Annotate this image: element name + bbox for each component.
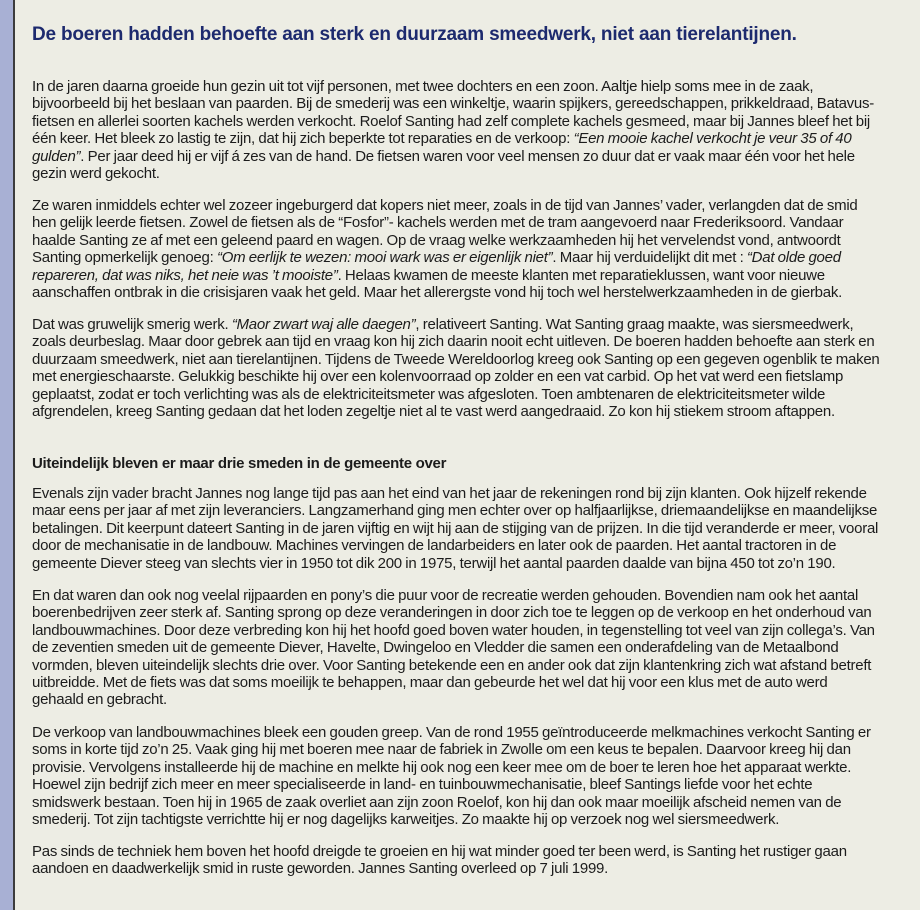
text-line: boerenbedrijven zeer sterk af. Santing sprong op deze veranderingen in door zich toe te leggen op de verkoop en het onderhoud van xyxy=(32,604,872,622)
text-line: afgrendelen, kreeg Santing gedaan dat het loden zegeltje niet al te vast werd aangedraaid. Zo kon hij stiekem stroom aftappen. xyxy=(32,403,835,421)
paragraph-4 xyxy=(32,485,916,572)
text-line: betalingen. Dit keerpunt dateert Santing in de jaren vijftig en wijt hij aan de stijging van de prijzen. In die tijd veranderde er meer, vooral xyxy=(32,519,879,537)
paragraph-1 xyxy=(32,78,916,182)
text-line: Evenals zijn vader bracht Jannes nog lange tijd pas aan het eind van het jaar de rekeningen rond bij zijn klanten. Ook hijzelf rekende xyxy=(32,485,867,502)
text-line: smederij. Tot zijn tachtigste verrichtte hij er nog dagelijks karweitjes. Zo maakte hij op verzoek nog wel siersmeedwerk. xyxy=(32,811,780,829)
text-line: gemeente Diever steeg van slechts vier in 1950 tot dik 200 in 1975, terwijl het aantal paarden daalde van bijna 450 tot zo’n 190. xyxy=(32,554,836,572)
text-line: repareren, dat was niks, het neie was ’t mooiste”. Helaas kwamen de meeste klanten met reparatieklussen, want voor nieuwe xyxy=(32,266,825,284)
paragraph-2 xyxy=(32,197,916,301)
text-line: De verkoop van landbouwmachines bleek een gouden greep. Van de rond 1955 geïntroduceerde melkmachines verkocht Santing er xyxy=(32,724,871,741)
paragraph-text xyxy=(32,316,916,420)
text-line: Santing opmerkelijk genoeg: “Om eerlijk te wezen: mooi wark was er eigenlijk niet”. Maar hij verduidelijkt dit met : “Dat olde goed xyxy=(32,249,841,267)
text-line: hen gelijk leerde fietsen. Zowel de fietsen als de “Fosfor”- kachels werden met de tram aangevoerd naar Frederiksoord. Vandaar xyxy=(32,214,844,232)
text-line: met energieschaarste. Gelukkig beschikte hij over een kolenvoorraad op zolder en een vat carbid. Op het vat werd een fietslamp xyxy=(32,368,844,386)
text-line: zoals deurbeslag. Maar door gebrek aan tijd en vraag kon hij zich daarin nooit echt uitleven. De boeren hadden behoefte aan sterk en xyxy=(32,333,875,351)
paragraph-text xyxy=(32,78,916,182)
text-line: En dat waren dan ook nog veelal rijpaarden en pony’s die puur voor de recreatie werden gehouden. Bovendien nam ook het aantal xyxy=(32,587,859,604)
left-border-bar xyxy=(0,0,15,910)
text-line: Hoewel zijn bedrijf zich meer en meer specialiseerde in land- en tuinbouwmechanisatie, bleef Santings liefde voor het echte xyxy=(32,776,813,794)
text-line: soms in korte tijd zo’n 25. Vaak ging hij met boeren mee naar de fabriek in Zwolle om een keus te bepalen. Daarvoor kreeg hij dan xyxy=(32,741,851,759)
text-line: geplaatst, zodat er toch verlichting was als de elektriciteitsmeter was afgesloten. Toen ambtenaren de elektriciteitsmeter wilde xyxy=(32,385,826,403)
text-line: provisie. Vervolgens installeerde hij de machine en melkte hij ook nog een keer mee om de boer te leren hoe het apparaat werkte. xyxy=(32,758,852,776)
quote-text: gulden” xyxy=(32,147,81,165)
text-line: fietsen en allerlei soorten kachels werden verkocht. Roelof Santing had zelf complete kachels gesmeed, maar bij Jannes bleef het bij xyxy=(32,112,870,130)
text-line: vormden, bleven uiteindelijk slechts drie over. Voor Santing betekende een en ander ook dat zijn klantenkring zich wat afstand betreft xyxy=(32,656,872,674)
text-line: Ze waren inmiddels echter wel zozeer ingeburgerd dat kopers niet meer, zoals in de tijd van Jannes’ vader, verlangden dat de smid xyxy=(32,197,858,214)
paragraph-text xyxy=(32,197,916,301)
quote-text: “Een mooie kachel verkocht je veur 35 of 40 xyxy=(573,130,852,148)
text-line: uitbreidde. Met de fiets was dat soms moeilijk te behappen, maar dan gebeurde het wel dat hij voor een klus met de auto werd xyxy=(32,674,828,692)
paragraph-text xyxy=(32,724,916,828)
paragraph-text xyxy=(32,587,916,709)
text-line: Dat was gruwelijk smerig werk. “Maor zwart waj alle daegen”, relativeert Santing. Wat Santing graag maakte, was siersmeedwerk, xyxy=(32,316,854,333)
text-line: Pas sinds de techniek hem boven het hoofd dreigde te groeien en hij wat minder goed ter been werd, is Santing het rustiger gaan xyxy=(32,843,847,860)
paragraph-6 xyxy=(32,724,916,828)
text-line: haalde Santing ze af met een geleend paard en wagen. Op de vraag welke werkzaamheden hij het vervelendst vond, antwoordt xyxy=(32,231,841,249)
paragraph-5 xyxy=(32,587,916,709)
text-line: gehaald en gebracht. xyxy=(32,691,167,709)
text-line: In de jaren daarna groeide hun gezin uit tot vijf personen, met twee dochters en een zoon. Aaltje hielp soms mee in de zaak, xyxy=(32,78,814,95)
article-title: De boeren hadden behoefte aan sterk en duurzaam smeedwerk, niet aan tierelantijnen. xyxy=(32,24,797,45)
paragraph-7 xyxy=(32,843,916,878)
paragraph-3 xyxy=(32,316,916,420)
section-heading: Uiteindelijk bleven er maar drie smeden in de gemeente over xyxy=(32,455,447,472)
quote-text: “Maor zwart waj alle daegen” xyxy=(231,316,416,333)
paragraph-text xyxy=(32,843,916,878)
text-line: gezin werd gekocht. xyxy=(32,165,160,183)
text-line: gulden”. Per jaar deed hij er vijf á zes van de hand. De fietsen waren voor veel mensen zo duur dat er vaak maar één voor het hele xyxy=(32,147,855,165)
quote-text: “Om eerlijk te wezen: mooi wark was er eigenlijk niet” xyxy=(216,249,553,267)
quote-text: repareren, dat was niks, het neie was ’t mooiste” xyxy=(32,266,338,284)
text-line: smidswerk bestaan. Toen hij in 1965 de zaak overliet aan zijn zoon Roelof, kon hij dan ook maar moeilijk afscheid nemen van de xyxy=(32,793,842,811)
quote-text: “Dat olde goed xyxy=(746,249,841,267)
text-line: de zeventien smeden uit de gemeente Diever, Havelte, Dwingeloo en Vledder die samen een onderafdeling van de Metaalbond xyxy=(32,639,839,657)
text-line: bijvoorbeeld bij het beslaan van paarden. Bij de smederij was een winkeltje, waarin spijkers, gereedschappen, prikkeldraad, Batavus- xyxy=(32,95,875,113)
text-line: aandoen en daadwerkelijk smid in ruste geworden. Jannes Santing overleed op 7 juli 1999. xyxy=(32,860,609,878)
text-line: door de mechanisatie in de landbouw. Machines vervingen de landarbeiders en later ook de paarden. Het aantal tractoren in de xyxy=(32,537,837,555)
text-line: één keer. Het bleek zo lastig te zijn, dat hij zich beperkte tot reparaties en de verkoop: “Een mooie kachel verkocht je veur 35 of 40 xyxy=(32,130,852,148)
paragraph-text xyxy=(32,485,916,572)
text-line: maar eens per jaar af met zijn leveranciers. Langzamerhand ging men echter over op halfjaarlijkse, driemaandelijkse en maandelijkse xyxy=(32,502,878,520)
text-line: duurzaam smeedwerk, niet aan tierelantijnen. Tijdens de Tweede Wereldoorlog kreeg ook Santing op een gegeven ogenblik te maken xyxy=(32,350,880,368)
text-line: landbouwmachines. Door deze verbreding kon hij het hoofd goed boven water houden, in tegenstelling tot veel van zijn collega’s. Van xyxy=(32,621,875,639)
text-line: aanschaffen ontbrak in die crisisjaren vaak het geld. Maar het allerergste vond hij toch wel herstelwerkzaamheden in de gierbak. xyxy=(32,284,843,302)
